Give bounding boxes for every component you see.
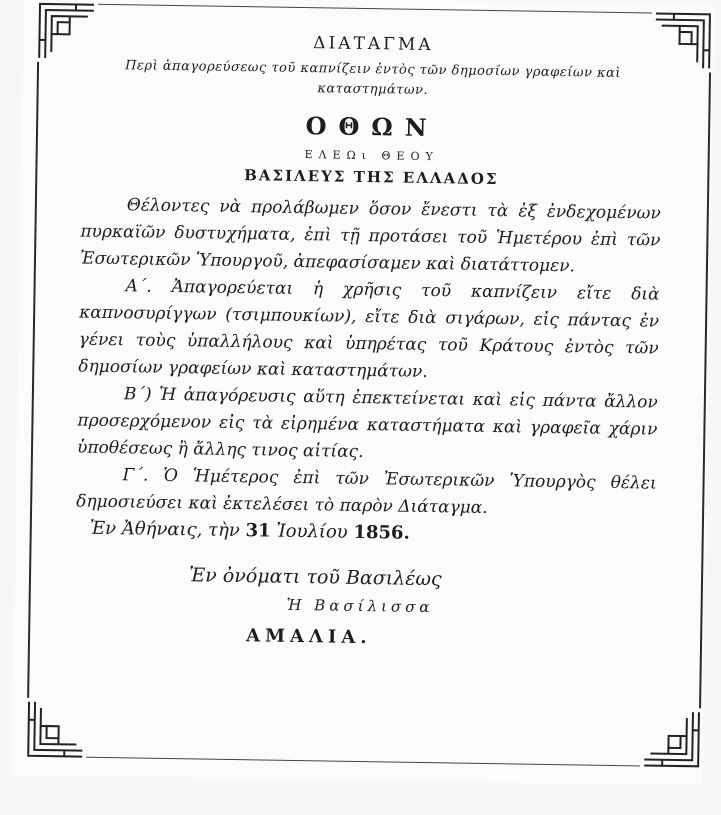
- article-b-paragraph: Β΄) Ἡ ἀπαγόρευσις αὕτη ἐπεκτείνεται καὶ εἰς πάντα ἄλλον προσερχόμενον εἰς τὰ εἰρημένα καταστήματα καὶ γραφεῖα χάριν ὑποθέσεως ἢ ἄλλης τινος αἰτίας.: [76, 384, 658, 463]
- date-day: 31: [245, 520, 271, 542]
- preamble-paragraph: Θέλοντες νὰ προλάβωμεν ὅσον ἔνεστι τὰ ἐξ ἐνδεχομένων πυρκαϊῶν δυστυχήματα, ἐπὶ τῇ προτάσει τοῦ Ἡμετέρου ἐπὶ τῶν Ἐσωτερικῶν Ὑπουργοῦ, ἀπεφασίσαμεν καὶ διατάττομεν.: [79, 195, 661, 277]
- queen-label: Ἡ Βασίλισσα: [286, 595, 434, 617]
- corner-ornament-icon: [640, 707, 703, 770]
- decree-title: ΔΙΑΤΑΓΜΑ: [313, 33, 434, 56]
- date-year: 1856.: [353, 521, 410, 544]
- signatory-name: ΑΜΑΛΙΑ.: [245, 625, 372, 649]
- corner-ornament-icon: [24, 698, 87, 761]
- article-c-paragraph: Γ΄. Ὁ Ἡμέτερος ἐπὶ τῶν Ἐσωτερικῶν Ὑπουργὸς θέλει δημοσιεύσει καὶ ἐκτελέσει τὸ παρὸν Διάταγμα.: [76, 465, 657, 518]
- date-prefix: Ἐν Ἀθήναις, τὴν: [89, 517, 240, 542]
- decree-content: [74, 30, 664, 653]
- king-title: ΒΑΣΙΛΕΥΣ ΤΗΣ ΕΛΛΑΔΟΣ: [244, 166, 499, 189]
- article-a-paragraph: Α΄. Ἀπαγορεύεται ἡ χρῆσις τοῦ καπνίζειν εἴτε διὰ καπνοσυρίγγων (τσιμπουκίων), εἴτε διὰ σιγάρων, εἰς πάντας ἐν γένει τοὺς ὑπαλλήλους καὶ ὑπηρέτας τοῦ Κράτους ἐντὸς τῶν δημοσίων γραφείων καὶ καταστημάτων.: [78, 276, 660, 383]
- decree-sheet: [12, 0, 714, 785]
- decree-body: [76, 192, 661, 525]
- date-month: Ἰουλίου: [276, 520, 348, 543]
- decree-subtitle: Περὶ ἀπαγορεύσεως τοῦ καπνίζειν ἐντὸς τῶν δημοσίων γραφείων καὶ καταστημάτων.: [125, 58, 622, 98]
- by-grace-of-god: ΕΛΕΩι ΘΕΟΥ: [304, 148, 439, 164]
- in-the-name-of-king: Ἐν ὀνόματι τοῦ Βασιλέως: [188, 564, 442, 591]
- king-name: ΟΘΩΝ: [305, 111, 439, 143]
